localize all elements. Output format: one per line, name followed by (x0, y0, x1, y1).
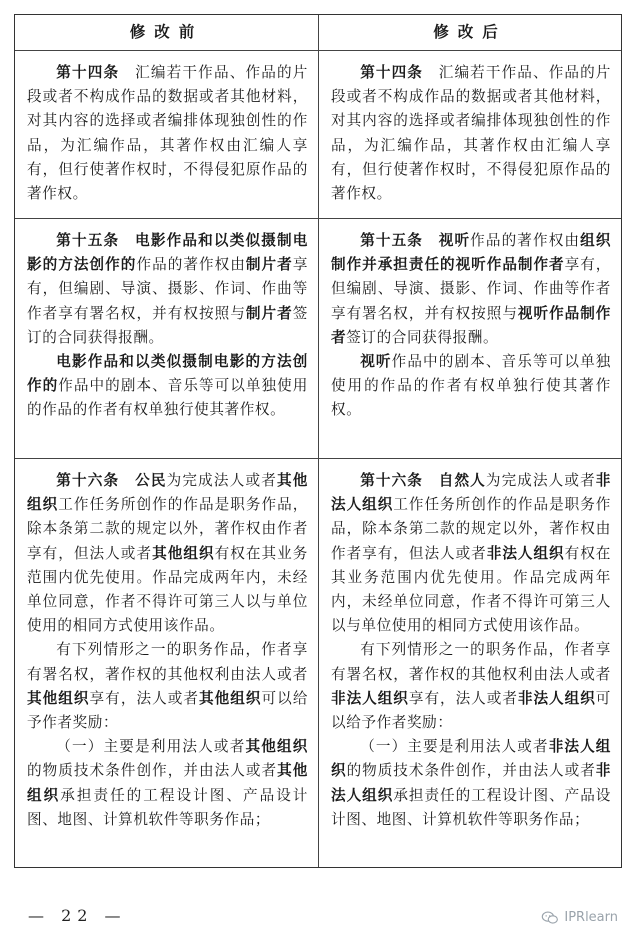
bold-text: 组织制作并承担责任的视听作品制作者 (331, 232, 612, 274)
bold-text: 其他组织 (27, 472, 308, 514)
text-run: （一）主要是利用法人或者 (360, 738, 549, 756)
article-15-after (319, 219, 621, 459)
paragraph (27, 469, 308, 638)
text-run: 有下列情形之一的职务作品，作者享有署名权，著作权的其他权利由法人或者 (27, 641, 308, 683)
text-run: 为完成法人或者 (485, 472, 596, 489)
text-run: 工作任务所创作的作品是职务作品，除本条第二款的规定以外，著作权由作者享有，但法人或者 (331, 496, 611, 562)
paragraph (331, 638, 611, 735)
bold-text: 其他组织 (27, 689, 90, 707)
watermark-text: IPRlearn (564, 910, 618, 925)
bold-text: 第十五条 (360, 232, 424, 249)
article-14-after (319, 51, 621, 219)
bold-text: 非法人组织 (331, 689, 409, 707)
paragraph (331, 229, 611, 350)
comparison-table (14, 14, 622, 868)
bold-text: 自然人 (438, 472, 486, 489)
bold-text: 其他组织 (27, 762, 309, 804)
wechat-icon (541, 911, 559, 925)
text-run: 有下列情形之一的职务作品，作者享有署名权，著作权的其他权利由法人或者 (331, 641, 611, 683)
bold-text: 非法人组织 (517, 689, 596, 707)
text-run: 汇编若干作品、作品的片段或者不构成作品的数据或者其他材料，对其内容的选择或者编排体现独创性的作品，为汇编作品，其著作权由汇编人享有，但行使著作权时，不得侵犯原作品的著作权。 (331, 64, 612, 203)
text-run (423, 232, 439, 249)
header-before: 修改前 (15, 15, 319, 51)
text-run: 作品的著作权由 (136, 256, 246, 274)
bold-text: 非法人组织 (331, 472, 611, 514)
paragraph (27, 229, 308, 350)
text-run: 的物质技术条件创作，并由法人或者 (27, 762, 278, 780)
article-14-before (15, 51, 319, 219)
text-run: 享有，法人或者 (89, 689, 199, 707)
bold-text: 公民 (135, 472, 167, 489)
text-run: 承担责任的工程设计图、产品设计图、地图、计算机软件等职务作品； (331, 786, 611, 828)
paragraph (27, 735, 308, 832)
text-run (119, 472, 135, 489)
text-run: 享有，法人或者 (408, 689, 518, 707)
bold-text: 非法人组织 (331, 738, 612, 780)
text-run: 作品中的剧本、音乐等可以单独使用的作品的作者有权单独行使其著作权。 (27, 377, 309, 419)
bold-text: 视听 (360, 353, 392, 371)
text-run: 享有，但编剧、导演、摄影、作词、作曲等作者享有署名权，并有权按照与 (27, 256, 309, 322)
text-run: 承担责任的工程设计图、产品设计图、地图、计算机软件等职务作品； (27, 786, 308, 828)
paragraph (27, 638, 308, 735)
bold-text: 非法人组织 (331, 762, 611, 804)
bold-text: 非法人组织 (486, 544, 565, 562)
bold-text: 电影作品和以类似摄制电影的方法创作的 (27, 353, 308, 395)
bold-text: 其他组织 (199, 689, 262, 707)
bold-text: 制片者 (245, 256, 293, 274)
text-run: 可以给予作者奖励： (27, 689, 309, 732)
text-run (119, 232, 135, 249)
text-run: 有权在其业务范围内优先使用。作品完成两年内，未经单位同意，作者不得许可第三人以与单位使用的相同方式使用该作品。 (27, 544, 308, 635)
article-16-after (319, 459, 621, 867)
text-run: 为完成法人或者 (166, 472, 278, 489)
bold-text: 视听 (438, 232, 471, 249)
text-run: 汇编若干作品、作品的片段或者不构成作品的数据或者其他材料，对其内容的选择或者编排体现独创性的作品，为汇编作品，其著作权由汇编人享有，但行使著作权时，不得侵犯原作品的著作权。 (27, 64, 309, 203)
article-16-before (15, 459, 319, 867)
text-run: 的物质技术条件创作，并由法人或者 (346, 762, 596, 780)
paragraph (331, 61, 611, 206)
bold-text: 制片者 (245, 304, 293, 322)
paragraph (27, 61, 308, 206)
text-run (423, 472, 439, 489)
text-run: 签订的合同获得报酬。 (27, 304, 308, 346)
bold-text: 电影作品和以类似摄制电影的方法创作的 (27, 232, 308, 274)
bold-text: 视听作品制作者 (331, 304, 611, 346)
header-after: 修改后 (319, 15, 621, 51)
bold-text: 第十六条 (360, 472, 424, 489)
text-run: 工作任务所创作的作品是职务作品，除本条第二款的规定以外，著作权由作者享有，但法人或者 (27, 496, 309, 562)
text-run: 作品中的剧本、音乐等可以单独使用的作品的作者有权单独行使其著作权。 (331, 353, 611, 419)
text-run: 有权在其业务范围内优先使用。作品完成两年内，未经单位同意，作者不得许可第三人以与单位使用的相同方式使用该作品。 (331, 544, 611, 635)
text-run: 可以给予作者奖励： (331, 689, 611, 732)
text-run: 享有，但编剧、导演、摄影、作词、作曲等作者享有署名权，并有权按照与 (331, 256, 611, 322)
text-run: 签订的合同获得报酬。 (346, 328, 499, 346)
paragraph (27, 350, 308, 423)
paragraph (331, 350, 611, 423)
page-number: — 22 — (28, 906, 127, 925)
bold-text: 第十四条 (360, 64, 424, 81)
text-run: 作品的著作权由 (470, 232, 581, 249)
paragraph (331, 469, 611, 638)
bold-text: 其他组织 (152, 544, 215, 562)
bold-text: 第十六条 (56, 472, 120, 489)
watermark (541, 910, 618, 925)
text-run: （一）主要是利用法人或者 (56, 738, 246, 756)
bold-text: 其他组织 (245, 738, 309, 756)
paragraph (331, 735, 611, 832)
bold-text: 第十四条 (56, 64, 120, 81)
bold-text: 第十五条 (56, 232, 120, 249)
article-15-before (15, 219, 319, 459)
